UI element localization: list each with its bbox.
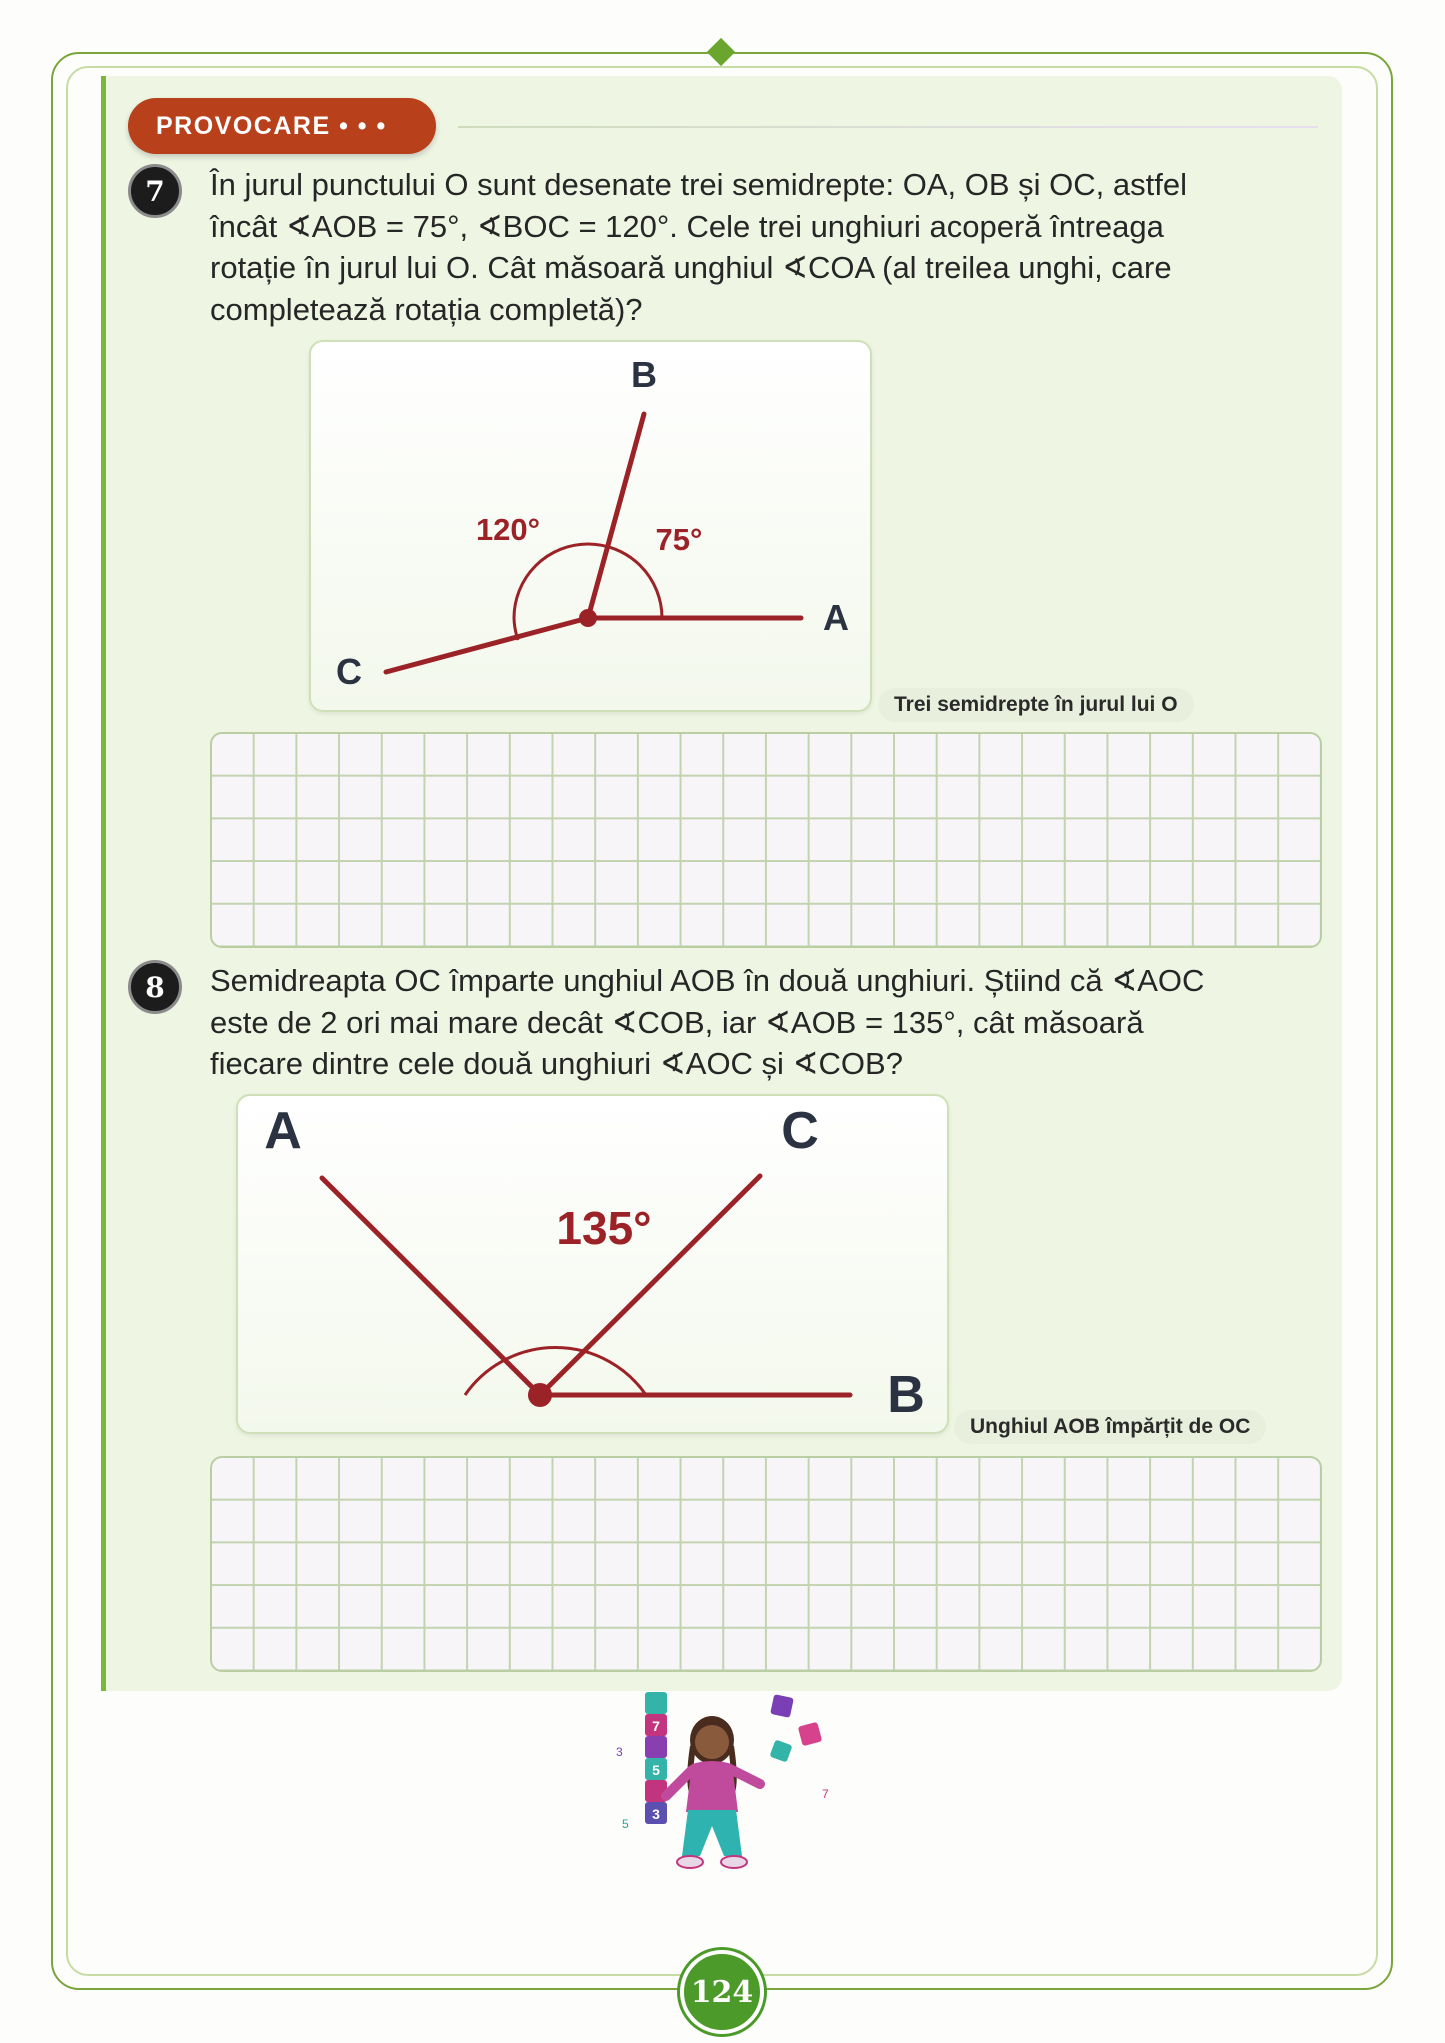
problem-8-caption: Unghiul AOB împărțit de OC: [954, 1410, 1266, 1444]
flying-die-purple: [770, 1694, 794, 1718]
point-o: [579, 609, 597, 627]
girl-face: [695, 1725, 729, 1759]
girl-with-dice-illustration: [600, 1680, 840, 1880]
floating-number-7: 7: [822, 1787, 829, 1801]
problem-8-answer-grid[interactable]: [210, 1456, 1322, 1672]
angle-aob-arc: [465, 1348, 646, 1395]
angle-boc-label: 120°: [475, 512, 541, 547]
problem-8-badge: [128, 960, 182, 1014]
problem-7-line-3: rotație în jurul lui O. Cât măsoară unghiul ∢COA (al treilea unghi, care: [210, 250, 1172, 285]
ray-oa: [322, 1178, 540, 1395]
die-number-3: 3: [652, 1806, 660, 1822]
problem-7-line-2: încât ∢AOB = 75°, ∢BOC = 120°. Cele trei unghiuri acoperă întreaga: [210, 208, 1164, 244]
floating-number-5: 5: [622, 1817, 629, 1831]
girl-shoe-right: [721, 1856, 747, 1868]
angle-aob-arc: [514, 544, 662, 618]
problem-7-caption: Trei semidrepte în jurul lui O: [878, 688, 1194, 722]
label-b: B: [631, 354, 657, 395]
problem-8-number: 8: [145, 970, 165, 1004]
problem-8-figure: [236, 1094, 949, 1434]
point-o: [528, 1383, 552, 1407]
problem-8-text: [210, 960, 1320, 1085]
label-c: C: [781, 1102, 819, 1160]
problem-8-line-3: fiecare dintre cele două unghiuri ∢AOC și ∢COB?: [210, 1046, 903, 1081]
flying-die-teal: [769, 1739, 792, 1762]
angle-aob-label: 75°: [655, 522, 703, 557]
problem-7-line-1: În jurul punctului O sunt desenate trei semidrepte: OA, OB și OC, astfel: [210, 167, 1187, 202]
problem-7-answer-grid[interactable]: [210, 732, 1322, 948]
die-number-7: 7: [652, 1718, 660, 1734]
page-number-badge: [680, 1950, 764, 2034]
problem-7-badge: [128, 164, 182, 218]
label-c: C: [336, 651, 362, 692]
problem-7-number: 7: [145, 174, 165, 208]
label-a: A: [264, 1102, 302, 1160]
ray-ob: [588, 414, 644, 618]
problem-7-line-4: completează rotația completă)?: [210, 291, 643, 327]
page-number: 124: [690, 1974, 754, 2010]
label-a: A: [823, 597, 849, 638]
problem-8-line-1: Semidreapta OC împarte unghiul AOB în două unghiuri. Știind că ∢AOC: [210, 963, 1205, 998]
ray-oc: [386, 618, 588, 672]
angle-aob-label: 135°: [556, 1202, 652, 1254]
die-number-5: 5: [652, 1762, 660, 1778]
girl-pants: [682, 1810, 742, 1856]
split-angle-diagram: [238, 1096, 951, 1436]
three-rays-diagram: [311, 342, 874, 714]
section-tag-label: PROVOCARE • • •: [156, 111, 387, 140]
section-tag: [128, 98, 436, 154]
die-teal: [645, 1692, 667, 1714]
problem-7-figure: [309, 340, 872, 712]
floating-number-3: 3: [616, 1745, 623, 1759]
problem-7-text: [210, 164, 1320, 330]
flying-die-pink: [798, 1722, 822, 1746]
girl-shoe-left: [677, 1856, 703, 1868]
die-purple: [645, 1736, 667, 1758]
label-b: B: [887, 1366, 925, 1424]
problem-8-line-2: este de 2 ori mai mare decât ∢COB, iar ∢AOB = 135°, cât măsoară: [210, 1004, 1144, 1040]
tag-divider-line: [458, 126, 1318, 128]
